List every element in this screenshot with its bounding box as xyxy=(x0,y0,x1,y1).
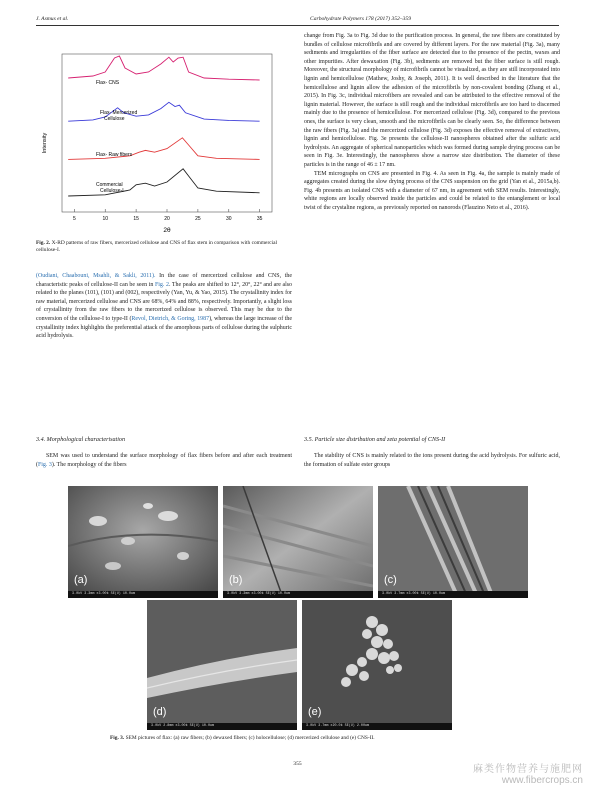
citation-link-revol[interactable]: Revol, Dietrich, & Goring, 1987 xyxy=(131,315,210,322)
paragraph-text: ). The morphology of the fibers xyxy=(51,461,127,468)
sem-panel-b xyxy=(223,486,373,598)
trace-label-2: Flax- Mercerized Cellulose xyxy=(100,110,138,122)
figure-2-xrd-chart xyxy=(38,48,278,238)
sem-info-bar-c: 3.0kV 3.7mm x3.00k SE(U) 10.0um xyxy=(378,591,528,598)
page-number: 355 xyxy=(293,761,302,767)
x-tick-label: 10 xyxy=(102,216,109,222)
fig3-caption-text: SEM pictures of flax: (a) raw fibers; (b) dewaxed fibers; (c) holocellulose; (d) mercerized cellulose and (e) CNS-II. xyxy=(124,735,375,741)
sem-image-b xyxy=(223,486,373,598)
paragraph-text: ), whereas the large increase of the crystallinity index highlights the preferential attack of the amorphous parts of cellulose during the sulphuric acid hydrolysis. xyxy=(36,315,293,340)
right-paragraph-2: TEM micrographs on CNS are presented in Fig. 4. As seen in Fig. 4a, the sample is mainly made of aggregates created during the slow drying process of the CNS suspension on the grid (Yan et al., 2015a,b). Fig. 4b presents an isolated CNS with a diameter of 67 nm, in agreement with SEM results. Interestingly, white regions are locally observed inside the particles and could be related to the entanglement or local twist of the crystaline regions, as previously reported on nanorods (Flauzino Neto et al., 2016). xyxy=(304,170,560,211)
panel-label-e: (e) xyxy=(308,706,322,718)
x-tick-label: 5 xyxy=(72,216,76,222)
x-axis-label: 2θ xyxy=(163,227,171,234)
left-column-text xyxy=(36,272,292,341)
sem-image-d xyxy=(147,600,297,730)
x-tick-label: 35 xyxy=(256,216,263,222)
sem-info-bar-d: 3.0kV 2.8mm x3.00k SE(U) 10.0um xyxy=(147,723,297,730)
section-3-5-heading: 3.5. Particle size distribution and zeta potential of CNS-II xyxy=(304,437,446,443)
paragraph-text: SEM was used to understand the surface morphology of flax fibers before and after each treatment ( xyxy=(36,453,292,468)
right-paragraph-1: change from Fig. 3a to Fig. 3d due to the purification process. In general, the raw fibers are constituted by bundles of cellulose microfibrils and are covered by different layers. For the raw material (Fig. 3a), many sediments and irregularities of the fiber surface are detected due to the presence of the pectin, waxes and other impurities. After dewaxation (Fig. 3b), sediments are removed but the fiber surface is still rough. Moreover, the structural morphology of microfibrils cannot be visualized, as they are still incorporated into lignin and hemicellulose (Mathew, Joshy, & Joseph, 2011). It is well described in the literature that the hemicellulose and lignin allow the adhesion of the microfibrils by non-covalent bonding (Zhang et al., 2015). In Fig. 3c, individual microfibers are revealed and can be attributed to the effective removal of the lignin material. However, the surface is still rough and the individual microfibrils are too hard to discerned mainly due to the presence of hemicellulose. For mercerized cellulose (Fig. 3d), compared to the previous ones, the surface is very clean, smooth and the microfibrils can be clearly seen. So, the difference between the raw fibers (Fig. 3a) and the mercerized cellulose (Fig. 3d) exposes the effective removal of extractives, lignin and hemicellulose. Fig. 3e presents the cellulose-II nanospheres obtained after the sulfuric acid hydrolysis. An aggregate of spherical nanoparticles which was formed during sample drying process can be seen in Fig. 3e. Interestingly, the nanospheres show a narrow size distribution. The diameter of these particles is in the range of 46 ± 17 nm. xyxy=(304,33,560,168)
section-3-4-heading: 3.4. Morphological characterisation xyxy=(36,437,126,443)
sem-image-c xyxy=(378,486,528,598)
sem-panel-a xyxy=(68,486,218,598)
watermark-chinese: 麻类作物营养与施肥网 xyxy=(473,764,583,775)
sem-panel-c xyxy=(378,486,528,598)
fig2-link[interactable]: Fig. 2 xyxy=(154,281,169,288)
fig3-link[interactable]: Fig. 3 xyxy=(37,461,52,468)
fig2-caption-text: X-RD patterns of raw fibers, mercerized cellulose and CNS of flax stem in comparison with commercial cellulose-I. xyxy=(36,240,278,254)
trace-label-4: Commercial Cellulose-I xyxy=(96,182,124,194)
x-tick-label: 20 xyxy=(164,216,170,222)
trace-label-1: Flax- CNS xyxy=(96,80,120,86)
panel-label-d: (d) xyxy=(153,706,167,718)
fig2-caption-label: Fig. 2. xyxy=(36,240,51,246)
watermark-url: www.fibercrops.cn xyxy=(501,775,583,786)
x-tick-label: 15 xyxy=(133,216,139,222)
sem-info-bar-b: 3.0kV 3.3mm x3.00k SE(U) 10.0um xyxy=(223,591,373,598)
paragraph-text: The stability of CNS is mainly related to the ions present during the acid hydrolysis. For sulfuric acid, the formation of sulfate ester groups xyxy=(304,453,560,468)
paragraph-text: In the case of mercerized cellulose and CNS, the characteristic peaks of cellulose-II can be seen in xyxy=(36,273,292,288)
panel-label-b: (b) xyxy=(229,574,243,586)
panel-label-c: (c) xyxy=(384,574,397,586)
figure-3-caption xyxy=(110,735,530,742)
section-3-4-text xyxy=(36,452,292,469)
x-tick-label: 25 xyxy=(195,216,201,222)
fig3-caption-label: Fig. 3. xyxy=(110,735,125,741)
sem-panel-d xyxy=(147,600,297,730)
right-column-text xyxy=(304,32,560,212)
xrd-trace-2 xyxy=(68,102,259,121)
citation-link-oudiani[interactable]: (Oudiani, Chaabouni, Msahli, & Sakli, 2011). xyxy=(36,273,156,279)
running-header-journal: Carbohydrate Polymers 178 (2017) 352–359 xyxy=(310,16,411,22)
paragraph-text: . The peaks are shifted to 12°, 20°, 22° and are also related to the planes (101), (101) and (002), respectively (Yan, Yu, & Yao, 2015). The crystallinity index for raw material, mercerized cellulose and CNS are 68%, 64% and 88%, respectively. Importantly, a slight loss of crystallinity from the raw fibers to the mercerized cellulose is observed. This may be due to the conversion of the cellulose-I to type-II ( xyxy=(36,281,293,322)
sem-info-bar-a: 3.0kV 3.3mm x3.00k SE(U) 10.0um xyxy=(68,591,218,598)
watermark xyxy=(473,760,583,786)
y-axis-label: Intensity xyxy=(42,132,48,154)
trace-label-3: Flax- Raw fibers xyxy=(96,152,133,158)
xrd-svg xyxy=(38,48,278,238)
sem-info-bar-e: 3.0kV 3.7mm x20.0k SE(U) 2.00um xyxy=(302,723,452,730)
section-3-5-text xyxy=(304,452,560,469)
sem-image-a xyxy=(68,486,218,598)
sem-image-e xyxy=(302,600,452,730)
x-tick-label: 30 xyxy=(225,216,232,222)
header-rule xyxy=(36,25,559,26)
plot-frame xyxy=(62,54,272,212)
running-header-authors: J. Asmus et al. xyxy=(36,16,69,22)
sem-panel-e xyxy=(302,600,452,730)
figure-2-caption xyxy=(36,240,292,255)
panel-label-a: (a) xyxy=(74,574,88,586)
xrd-trace-1 xyxy=(68,56,259,80)
